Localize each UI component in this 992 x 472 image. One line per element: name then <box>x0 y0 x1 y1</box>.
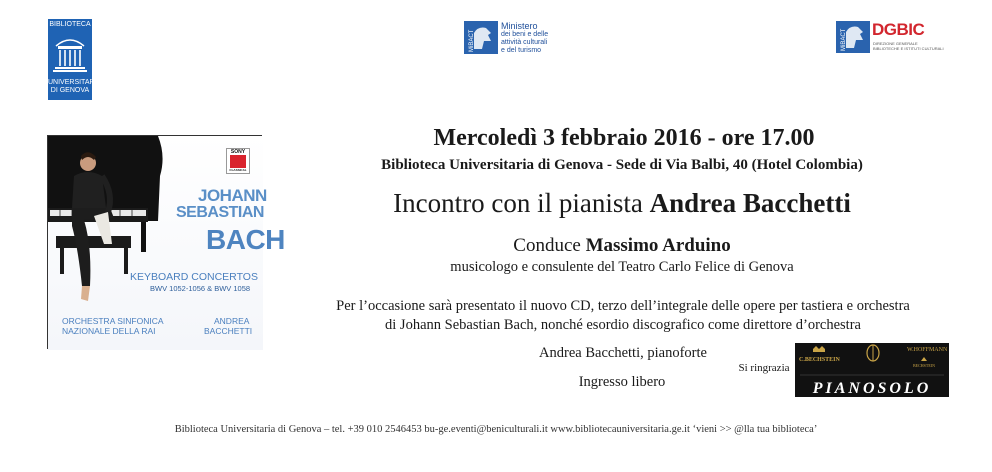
dgbic-title: DGBIC <box>872 20 925 39</box>
sponsor-bechstein: C.BECHSTEIN <box>799 357 840 363</box>
host-name: Massimo Arduino <box>585 235 731 256</box>
dgbic-emblem-icon <box>836 21 870 53</box>
cover-composer-last: BACH <box>206 224 285 255</box>
sony-red-square-icon <box>230 155 246 168</box>
host-prefix: Conduce <box>513 235 581 256</box>
sponsor-name: PIANOSOLO <box>812 380 932 397</box>
cover-artist-line2: BACCHETTI <box>204 326 253 336</box>
event-performer: Andrea Bacchetti, pianoforte <box>539 345 707 361</box>
meeting-prefix: Incontro con il pianista <box>393 188 643 218</box>
event-description-line2: di Johann Sebastian Bach, nonché esordio discografico come direttore d’orchestra <box>385 317 861 333</box>
mibact-line1: Ministero <box>501 21 538 31</box>
event-entry: Ingresso libero <box>578 374 666 390</box>
library-building-icon <box>52 32 88 74</box>
crown-icon <box>813 346 825 352</box>
cover-orchestra-line1: ORCHESTRA SINFONICA <box>62 316 164 326</box>
dgbic-sub1: DIREZIONE GENERALE <box>873 41 918 46</box>
event-date: Mercoledì 3 febbraio 2016 - ore 17.00 <box>433 125 815 151</box>
biblioteca-logo-line1: BIBLIOTECA <box>49 21 91 28</box>
svg-text:MiBACT: MiBACT <box>841 28 847 51</box>
mibact-badge <box>464 21 498 54</box>
footer-contact: Biblioteca Universitaria di Genova – tel. +39 010 2546453 bu-ge.eventi@beniculturali.it www.bibliotecauniversitaria.ge.it ‘vieni >> @lla tua biblioteca’ <box>174 424 818 435</box>
cd-cover <box>47 135 285 349</box>
mibact-line4: e del turismo <box>501 47 542 54</box>
dgbic-sub2: BIBLIOTECHE E ISTITUTI CULTURALI <box>873 46 944 51</box>
pianosolo-sponsor-logo <box>795 343 949 397</box>
cover-composer-middle: SEBASTIAN <box>176 204 264 221</box>
sponsor-hoffmann-sub: BECHSTEIN <box>913 363 935 368</box>
meeting-pianist-name: Andrea Bacchetti <box>649 188 851 218</box>
cover-title: KEYBOARD CONCERTOS <box>130 271 258 283</box>
dgbic-badge <box>836 21 870 53</box>
small-crown-icon <box>921 357 927 361</box>
mibact-line3: attività culturali <box>501 39 548 46</box>
sony-classical-label: SONY CLASSICAL <box>226 148 250 174</box>
event-thanks: Si ringrazia <box>738 362 790 374</box>
event-venue: Biblioteca Universitaria di Genova - Sede di Via Balbi, 40 (Hotel Colombia) <box>381 157 863 173</box>
cover-artist-line1: ANDREA <box>214 316 250 326</box>
host-role: musicologo e consulente del Teatro Carlo Felice di Genova <box>450 259 794 275</box>
event-meeting <box>393 188 851 219</box>
mibact-line2: dei beni e delle <box>501 31 549 38</box>
cover-orchestra-line2: NAZIONALE DELLA RAI <box>62 326 156 336</box>
event-description-line1: Per l’occasione sarà presentato il nuovo CD, terzo dell’integrale delle opere per tastiera e orchestra <box>336 298 910 314</box>
biblioteca-logo-line2: UNIVERSITARIA <box>48 79 102 86</box>
event-host <box>513 235 730 257</box>
biblioteca-logo-line3: DI GENOVA <box>50 87 90 94</box>
cover-works: BWV 1052-1056 & BWV 1058 <box>150 284 251 293</box>
svg-text:MiBACT: MiBACT <box>469 29 475 52</box>
biblioteca-logo <box>48 19 102 100</box>
mibact-emblem-icon <box>464 21 498 54</box>
cover-composer-first: JOHANN <box>198 186 267 205</box>
sponsor-hoffmann: W.HOFFMANN <box>907 347 948 353</box>
